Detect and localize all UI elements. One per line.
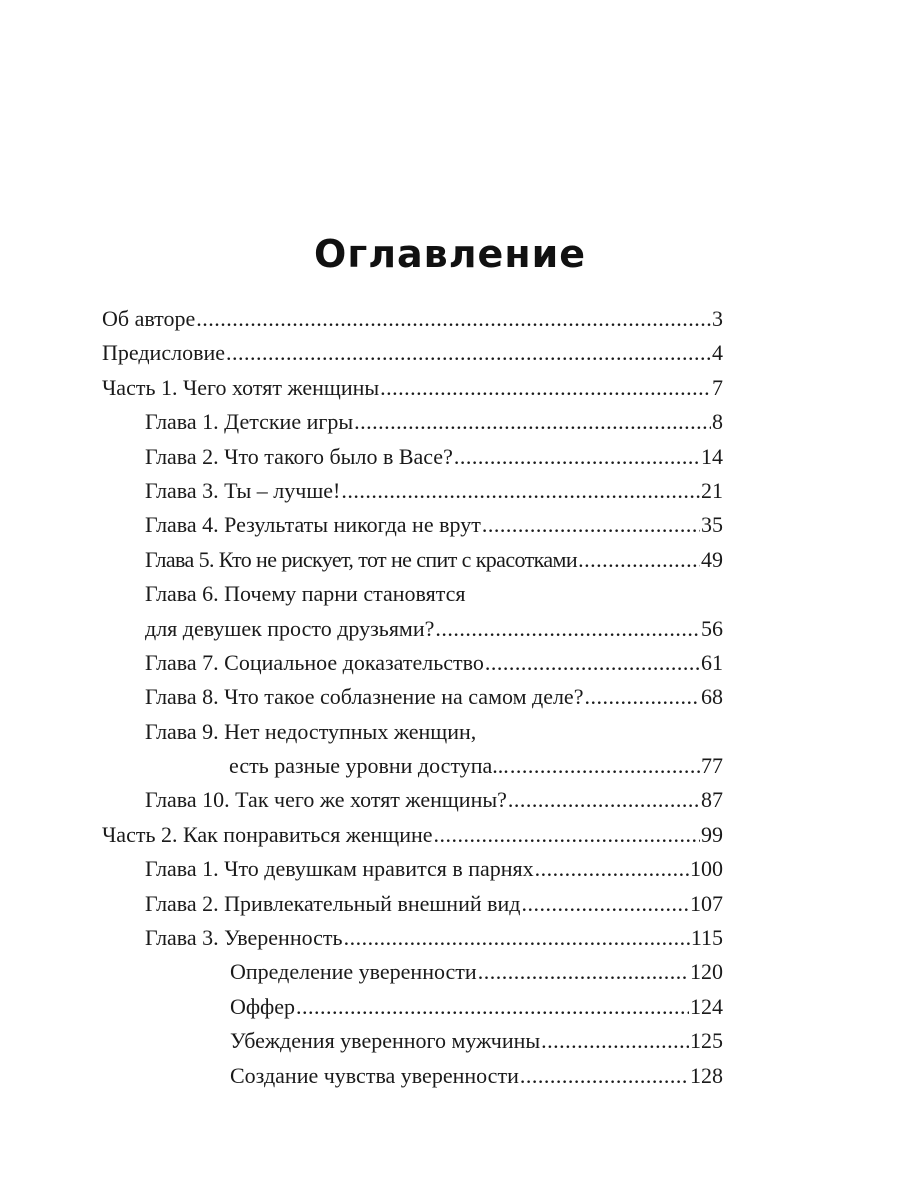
page-number: 87: [701, 787, 723, 813]
dot-leader: [510, 749, 700, 783]
page-number: 35: [701, 512, 723, 538]
entry-text: Глава 9. Нет недоступных женщин,: [145, 718, 477, 744]
toc-entry-subsection-beliefs: [0, 1024, 900, 1058]
toc-entry-part2-chapter-1: [0, 852, 900, 886]
toc-title: Оглавление: [314, 232, 586, 276]
toc-entry-part1-chapter-1: [0, 405, 900, 439]
entry-text: Глава 7. Социальное доказательство: [145, 649, 484, 675]
dot-leader: [226, 336, 711, 370]
toc-entry-part1-chapter-7: [0, 646, 900, 680]
toc-entry-part1-chapter-3: [0, 474, 900, 508]
page-number: 115: [690, 925, 723, 951]
toc-entry-part1-chapter-6-continuation: [0, 612, 900, 646]
page-number: 8: [712, 409, 723, 435]
entry-text: есть разные уровни доступа...: [229, 753, 509, 779]
entry-text: Глава 5. Кто не рискует, тот не спит с красотками: [145, 546, 578, 572]
entry-text: Глава 10. Так чего же хотят женщины?: [145, 787, 507, 813]
page-number: 99: [701, 821, 723, 847]
dot-leader: [354, 405, 711, 439]
entry-text: Глава 3. Ты – лучше!: [145, 477, 341, 503]
entry-text: Об авторе: [102, 306, 196, 331]
entry-text: Оффер: [230, 993, 296, 1019]
page-number: 49: [701, 546, 723, 572]
dot-leader: [434, 818, 700, 852]
page-number: 128: [690, 1062, 723, 1088]
entry-text: Убеждения уверенного мужчины: [230, 1028, 541, 1054]
dot-leader: [341, 474, 700, 508]
toc-entry-about-author: [0, 302, 900, 336]
page-number: 77: [701, 753, 723, 779]
dot-leader: [296, 990, 689, 1024]
toc-entry-part1-chapter-10: [0, 783, 900, 817]
entry-text: Глава 6. Почему парни становятся: [145, 581, 466, 607]
toc-entry-part1-chapter-9-continuation: [0, 749, 900, 783]
toc-entry-part1-chapter-8: [0, 680, 900, 714]
page-number: 7: [712, 374, 723, 400]
page-number: 124: [690, 993, 723, 1019]
entry-text: Создание чувства уверенности: [230, 1062, 519, 1088]
dot-leader: [380, 371, 711, 405]
entry-text: Предисловие: [102, 340, 225, 366]
page-number: 100: [690, 856, 723, 882]
dot-leader: [578, 543, 700, 577]
page-number: 56: [701, 615, 723, 641]
toc-entry-subsection-creating-confidence: [0, 1059, 900, 1093]
toc-entry-part1-chapter-4: [0, 508, 900, 542]
page-number: 3: [712, 306, 723, 331]
entry-text: Глава 3. Уверенность: [145, 925, 343, 951]
dot-leader: [485, 646, 700, 680]
dot-leader: [584, 680, 700, 714]
page-number: 125: [690, 1028, 723, 1054]
toc-entry-part2-chapter-2: [0, 887, 900, 921]
entry-text: Глава 2. Что такого было в Васе?: [145, 443, 453, 469]
dot-leader: [520, 1059, 689, 1093]
entry-text: Глава 8. Что такое соблазнение на самом деле?: [145, 684, 584, 710]
toc-entry-part-2: [0, 818, 900, 852]
dot-leader: [508, 783, 700, 817]
entry-text: Глава 4. Результаты никогда не врут: [145, 512, 481, 538]
dot-leader: [454, 440, 700, 474]
dot-leader: [344, 921, 690, 955]
page-number: 61: [701, 649, 723, 675]
dot-leader: [435, 612, 700, 646]
page-number: 14: [701, 443, 723, 469]
toc-entry-part-1: [0, 371, 900, 405]
page-number: 68: [701, 684, 723, 710]
dot-leader: [521, 887, 689, 921]
entry-text: Часть 1. Чего хотят женщины: [102, 374, 380, 400]
table-of-contents: [0, 302, 900, 1093]
page-number: 21: [701, 477, 723, 503]
entry-text: Глава 1. Детские игры: [145, 409, 354, 435]
toc-entry-part2-chapter-3: [0, 921, 900, 955]
dot-leader: [482, 508, 700, 542]
entry-text: Определение уверенности: [230, 959, 477, 985]
toc-entry-part1-chapter-2: [0, 440, 900, 474]
toc-entry-part1-chapter-5: [0, 543, 900, 577]
toc-entry-part1-chapter-6: [0, 577, 900, 611]
dot-leader: [478, 955, 689, 989]
page-number: 120: [690, 959, 723, 985]
toc-entry-subsection-definition: [0, 955, 900, 989]
page-number: 107: [690, 890, 723, 916]
toc-entry-part1-chapter-9: [0, 715, 900, 749]
entry-text: Глава 1. Что девушкам нравится в парнях: [145, 856, 534, 882]
entry-text: для девушек просто друзьями?: [145, 615, 435, 641]
dot-leader: [196, 302, 711, 336]
toc-entry-subsection-offer: [0, 990, 900, 1024]
entry-text: Часть 2. Как понравиться женщине: [102, 821, 433, 847]
entry-text: Глава 2. Привлекательный внешний вид: [145, 890, 521, 916]
page-number: 4: [712, 340, 723, 366]
toc-entry-foreword: [0, 336, 900, 370]
dot-leader: [535, 852, 689, 886]
dot-leader: [541, 1024, 689, 1058]
